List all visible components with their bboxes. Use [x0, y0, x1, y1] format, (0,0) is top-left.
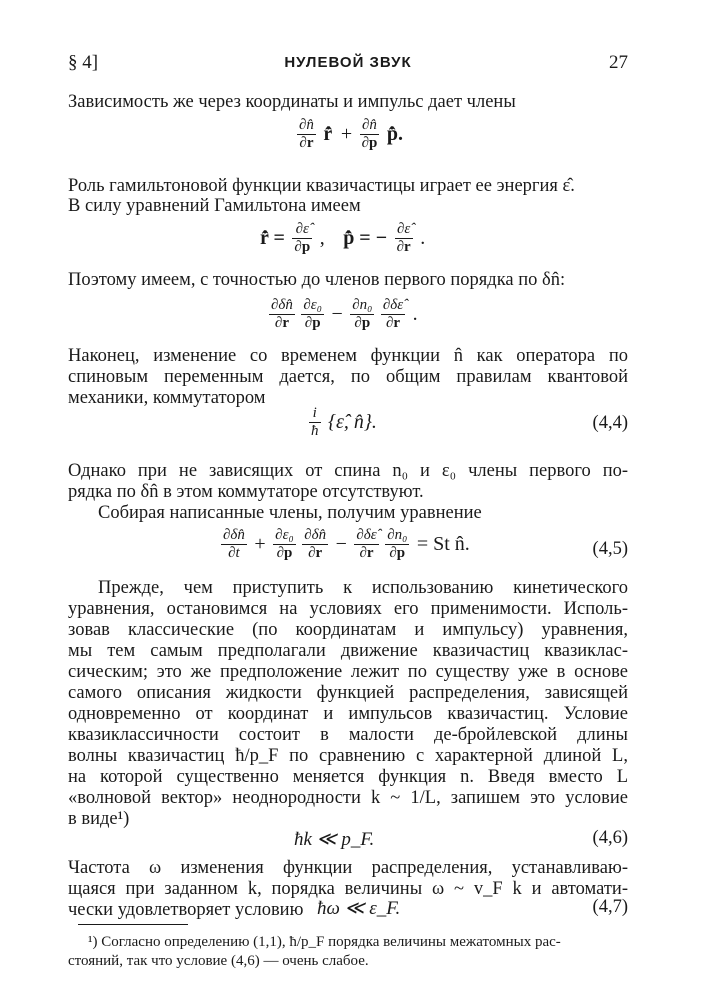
fraction-numerator: ∂δn̂ — [304, 527, 327, 543]
equation-number: (4,5) — [592, 539, 628, 559]
fraction-numerator: ∂ε̂ — [292, 221, 312, 239]
fraction-denominator: ∂r — [385, 315, 401, 331]
text-line: одновременно от координат и импульсов квазичастиц. Условие — [68, 704, 628, 724]
operator: − — [331, 303, 343, 325]
fraction — [309, 405, 321, 440]
text-line: Частота ω изменения функции распределения, устанавливаю- — [68, 858, 628, 878]
text-line: зовав классические (по координатам и импульсу) уравнения, — [68, 620, 628, 640]
equation-4-7 — [68, 896, 628, 922]
inequality: ħω ≪ ε_F. — [317, 898, 401, 919]
footnote-line: ¹) Согласно определению (1,1), ħ/p_F порядка величины межатомных рас- — [88, 934, 561, 950]
fraction — [360, 117, 380, 152]
text-line: В силу уравнений Гамильтона имеем — [68, 196, 361, 216]
fraction — [292, 221, 312, 256]
fraction-denominator: ∂p — [361, 135, 378, 151]
fraction-numerator: ∂n̂ — [360, 117, 380, 135]
text-line: Прежде, чем приступить к использованию кинетического — [98, 578, 628, 598]
text-line: на которой существенно меняется функция n. Введя вместо L — [68, 767, 628, 787]
fraction — [354, 527, 378, 562]
operator: − — [335, 533, 347, 555]
fraction-numerator: ∂δε̂ — [382, 297, 404, 313]
text-line: мы тем самым предполагали движение квазичастиц квазиклас- — [68, 641, 628, 661]
text-line: щаяся при заданном k, порядка величины ω ~ v_F k и автомати- — [68, 879, 628, 899]
fraction-denominator: ∂r — [396, 239, 411, 255]
equation-terms — [68, 117, 628, 161]
fraction — [297, 117, 316, 152]
fraction-denominator: ∂p — [389, 545, 406, 561]
fraction-denominator: ∂r — [274, 315, 289, 331]
fraction-numerator: ∂n̂ — [299, 117, 314, 133]
text-line: чески удовлетворяет условию — [68, 900, 304, 920]
separator: , — [319, 227, 325, 249]
variable: r̂̇ — [323, 123, 333, 145]
lhs: r̂̇ = — [260, 227, 285, 249]
equation-first-order — [68, 297, 628, 341]
fraction-denominator: ∂p — [294, 239, 311, 255]
chapter-title: НУЛЕВОЙ ЗВУК — [284, 54, 412, 71]
text-line: Однако при не зависящих от спина n₀ и ε₀ члены первого по- — [68, 461, 628, 481]
operator: + — [340, 123, 353, 145]
rhs: = St n̂. — [416, 533, 470, 555]
text-line: Зависимость же через координаты и импульс дает члены — [68, 92, 516, 112]
fraction-denominator: ∂p — [304, 315, 321, 331]
equation-number: (4,6) — [592, 828, 628, 848]
text-line: рядка по δn̂ в этом коммутаторе отсутствуют. — [68, 482, 424, 502]
text-line: Поэтому имеем, с точностью до членов первого порядка по δn̂: — [68, 270, 566, 290]
text-line: спиновым переменным дается, по общим правилам квантовой — [68, 367, 628, 387]
text-line: самого описания жидкости функцией распределения, зависящей — [68, 683, 628, 703]
fraction-numerator: ∂δn̂ — [223, 527, 245, 543]
operator: + — [254, 533, 266, 555]
text-line: квазиклассичности состоит в малости де-бройлевской длины — [68, 725, 628, 745]
text-line: Роль гамильтоновой функции квазичастицы играет ее энергия ε̂. — [68, 176, 575, 196]
section-marker: § 4] — [68, 52, 99, 73]
fraction-numerator: ∂ε₀ — [275, 527, 294, 543]
fraction — [350, 297, 374, 332]
text-line: Наконец, изменение со временем функции n̂ как оператора по — [68, 346, 628, 366]
equation-number: (4,4) — [592, 413, 628, 433]
fraction-denominator: ∂t — [228, 545, 240, 561]
text-line: в виде¹) — [68, 809, 130, 829]
footnote-rule — [78, 924, 188, 925]
equation-4-5 — [68, 527, 628, 571]
fraction — [381, 297, 405, 332]
commutator: {ε̂, n̂}. — [328, 411, 377, 433]
equation-hamilton — [68, 221, 628, 265]
fraction-denominator: ∂p — [354, 315, 371, 331]
text-line: «волновой вектор» неоднородности k ~ 1/L, запишем это условие — [68, 788, 628, 808]
lhs: p̂̇ = − — [343, 227, 388, 249]
text-line: Собирая написанные члены, получим уравнение — [98, 503, 482, 523]
terminator: . — [420, 227, 426, 249]
fraction-numerator: ∂n₀ — [352, 297, 373, 313]
fraction-numerator: ∂n₀ — [387, 527, 408, 543]
fraction-denominator: ∂r — [299, 135, 314, 151]
fraction — [273, 527, 296, 562]
fraction — [301, 297, 324, 332]
fraction-denominator: ∂p — [276, 545, 293, 561]
fraction-numerator: ∂δε̂ — [356, 527, 377, 543]
fraction-denominator: ∂r — [308, 545, 323, 561]
fraction-numerator: ∂δn̂ — [271, 297, 293, 313]
fraction-numerator: ∂ε̂ — [395, 221, 413, 239]
inequality: ħk ≪ p_F. — [294, 829, 375, 850]
fraction-denominator: ħ — [311, 423, 319, 439]
footnote-line: стояний, так что условие (4,6) — очень слабое. — [68, 953, 369, 969]
fraction-denominator: ∂r — [359, 545, 374, 561]
terminator: . — [412, 303, 418, 325]
equation-number: (4,7) — [592, 897, 628, 917]
text-line: механики, коммутатором — [68, 388, 266, 408]
fraction — [395, 221, 413, 256]
text-line: уравнения, остановимся на условиях его применимости. Исполь- — [68, 599, 628, 619]
text-line: волны квазичастиц ħ/p_F по сравнению с характерной длиной L, — [68, 746, 628, 766]
equation-4-4 — [68, 405, 628, 449]
fraction-numerator: i — [309, 405, 321, 423]
page-number: 27 — [609, 52, 628, 73]
fraction — [302, 527, 328, 562]
equation-4-6 — [68, 826, 628, 852]
running-header — [68, 52, 628, 76]
fraction — [221, 527, 247, 562]
fraction — [269, 297, 295, 332]
variable: p̂̇. — [386, 123, 403, 145]
fraction-numerator: ∂ε₀ — [303, 297, 322, 313]
fraction — [385, 527, 409, 562]
text-line: сическим; это же предположение лежит по существу уже в основе — [68, 662, 628, 682]
